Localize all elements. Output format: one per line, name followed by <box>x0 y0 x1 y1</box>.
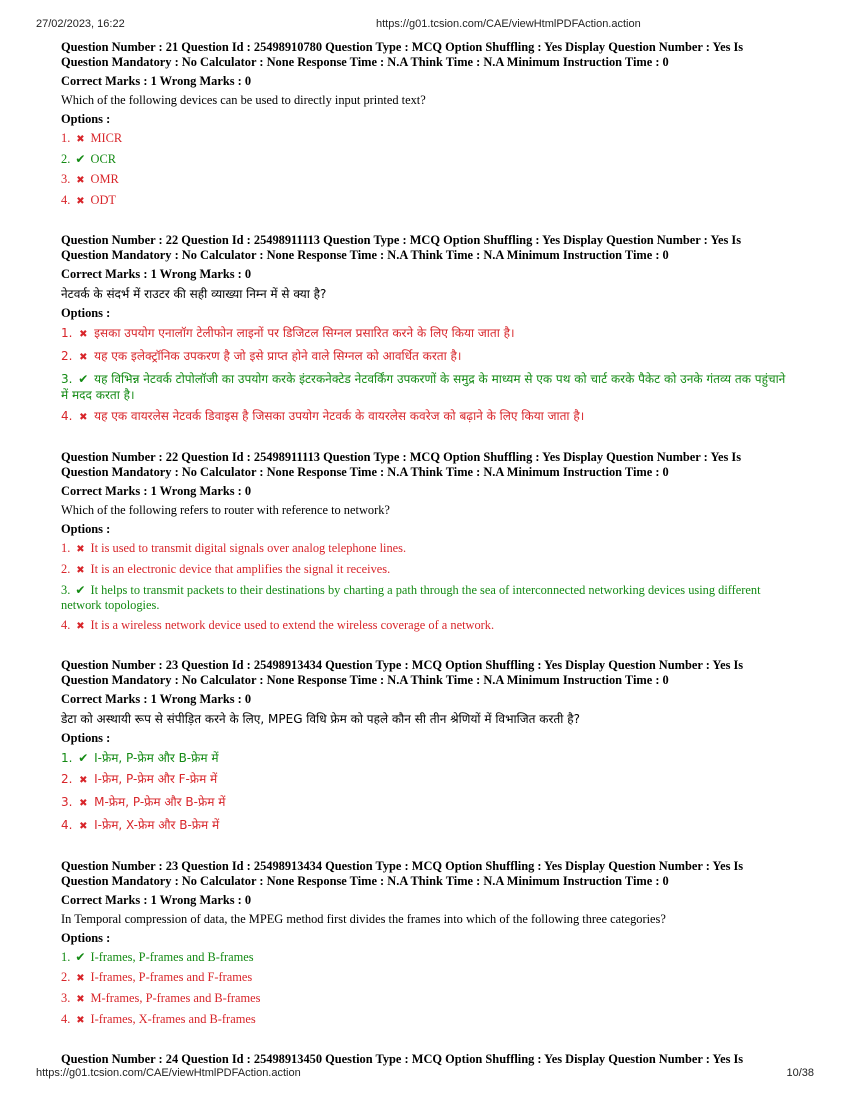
option-text: It is used to transmit digital signals over analog telephone lines. <box>90 541 407 555</box>
check-icon: ✔ <box>78 372 89 386</box>
option-item <box>61 750 791 766</box>
option-number: 1. <box>61 326 73 340</box>
check-icon: ✔ <box>75 950 86 964</box>
option-text: यह एक वायरलेस नेटवर्क डिवाइस है जिसका उपयोग नेटवर्क के वायरलेस कवरेज को बढ़ाने के लिए किया जाता है। <box>94 409 585 423</box>
cross-icon: ✖ <box>79 821 88 832</box>
options-label: Options : <box>61 931 111 945</box>
option-item <box>61 583 791 613</box>
option-item <box>61 794 791 812</box>
option-number: 2. <box>61 772 73 786</box>
option-text: इसका उपयोग एनालॉग टेलीफोन लाइनों पर डिजिटल सिग्नल प्रसारित करने के लिए किया जाता है। <box>94 326 515 340</box>
option-text: ODT <box>90 193 116 207</box>
options-label: Options : <box>61 112 111 126</box>
cross-icon: ✖ <box>79 352 88 363</box>
question-meta: Question Number : 23 Question Id : 25498913434 Question Type : MCQ Option Shuffling : Yes Display Question Number : Yes Is Question Mandatory : No Calculator : None Response Time : N.A Think Time : N.A Minimum Instruction Time : 0 <box>61 859 744 888</box>
option-number: 4. <box>61 1012 71 1026</box>
question-block <box>61 1052 791 1067</box>
question-text: Which of the following devices can be used to directly input printed text? <box>61 93 426 107</box>
option-item <box>61 771 791 789</box>
option-number: 2. <box>61 349 73 363</box>
option-item <box>61 991 791 1007</box>
print-datetime: 27/02/2023, 16:22 <box>36 18 125 30</box>
option-item <box>61 172 791 188</box>
option-item <box>61 1012 791 1028</box>
print-footer <box>36 1067 814 1081</box>
question-text: Which of the following refers to router with reference to network? <box>61 503 390 517</box>
option-text: MICR <box>90 131 123 145</box>
check-icon: ✔ <box>75 583 86 597</box>
page-number: 10/38 <box>786 1067 814 1079</box>
cross-icon: ✖ <box>76 175 85 186</box>
question-meta: Question Number : 23 Question Id : 25498913434 Question Type : MCQ Option Shuffling : Yes Display Question Number : Yes Is Question Mandatory : No Calculator : None Response Time : N.A Think Time : N.A Minimum Instruction Time : 0 <box>61 658 744 687</box>
options-list <box>61 325 791 426</box>
options-label: Options : <box>61 522 111 536</box>
option-item <box>61 618 791 634</box>
option-text: M-फ्रेम, P-फ्रेम और B-फ्रेम में <box>94 795 226 809</box>
question-marks: Correct Marks : 1 Wrong Marks : 0 <box>61 692 252 706</box>
option-text: I-फ्रेम, P-फ्रेम और F-फ्रेम में <box>94 772 218 786</box>
question-block <box>61 40 791 209</box>
option-number: 4. <box>61 409 73 423</box>
print-url: https://g01.tcsion.com/CAE/viewHtmlPDFAction.action <box>376 18 641 30</box>
question-meta: Question Number : 22 Question Id : 25498911113 Question Type : MCQ Option Shuffling : Yes Display Question Number : Yes Is Question Mandatory : No Calculator : None Response Time : N.A Think Time : N.A Minimum Instruction Time : 0 <box>61 233 742 262</box>
option-number: 1. <box>61 950 71 964</box>
option-text: It helps to transmit packets to their destinations by charting a path through the sea of interconnected networking devices using different network topologies. <box>61 583 761 612</box>
option-text: M-frames, P-frames and B-frames <box>90 991 261 1005</box>
cross-icon: ✖ <box>79 798 88 809</box>
cross-icon: ✖ <box>76 544 85 555</box>
check-icon: ✔ <box>78 751 89 765</box>
question-marks: Correct Marks : 1 Wrong Marks : 0 <box>61 484 252 498</box>
cross-icon: ✖ <box>79 329 88 340</box>
option-number: 1. <box>61 751 73 765</box>
option-text: यह एक इलेक्ट्रॉनिक उपकरण है जो इसे प्राप्त होने वाले सिग्नल को आवर्धित करता है। <box>94 349 462 363</box>
option-text: OMR <box>90 172 119 186</box>
option-item <box>61 348 791 366</box>
question-block <box>61 658 791 835</box>
cross-icon: ✖ <box>76 196 85 207</box>
option-number: 3. <box>61 991 71 1005</box>
option-text: I-frames, P-frames and F-frames <box>90 970 253 984</box>
option-text: I-frames, P-frames and B-frames <box>90 950 254 964</box>
cross-icon: ✖ <box>76 621 85 632</box>
question-meta: Question Number : 24 Question Id : 25498913450 Question Type : MCQ Option Shuffling : Yes Display Question Number : Yes Is <box>61 1052 744 1066</box>
option-item <box>61 371 791 403</box>
options-label: Options : <box>61 731 111 745</box>
cross-icon: ✖ <box>76 565 85 576</box>
option-item <box>61 193 791 209</box>
question-meta: Question Number : 21 Question Id : 25498910780 Question Type : MCQ Option Shuffling : Yes Display Question Number : Yes Is Question Mandatory : No Calculator : None Response Time : N.A Think Time : N.A Minimum Instruction Time : 0 <box>61 40 744 69</box>
options-list <box>61 541 791 634</box>
question-text: In Temporal compression of data, the MPEG method first divides the frames into which of the following three categories? <box>61 912 666 926</box>
option-number: 1. <box>61 131 71 145</box>
check-icon: ✔ <box>75 152 86 166</box>
option-item <box>61 541 791 557</box>
question-text: नेटवर्क के संदर्भ में राउटर की सही व्याख्या निम्न में से क्या है? <box>61 287 327 301</box>
option-text: It is an electronic device that amplifies the signal it receives. <box>90 562 391 576</box>
option-item <box>61 408 791 426</box>
question-block <box>61 450 791 634</box>
question-block <box>61 859 791 1028</box>
option-item <box>61 970 791 986</box>
option-text: I-frames, X-frames and B-frames <box>90 1012 256 1026</box>
cross-icon: ✖ <box>76 994 85 1005</box>
cross-icon: ✖ <box>76 973 85 984</box>
option-text: It is a wireless network device used to extend the wireless coverage of a network. <box>90 618 495 632</box>
option-item <box>61 131 791 147</box>
option-text: I-फ्रेम, P-फ्रेम और B-फ्रेम में <box>94 751 219 765</box>
cross-icon: ✖ <box>76 134 85 145</box>
option-number: 3. <box>61 172 71 186</box>
question-marks: Correct Marks : 1 Wrong Marks : 0 <box>61 893 252 907</box>
footer-url: https://g01.tcsion.com/CAE/viewHtmlPDFAction.action <box>36 1067 301 1079</box>
cross-icon: ✖ <box>76 1015 85 1026</box>
option-number: 2. <box>61 562 71 576</box>
option-item <box>61 152 791 167</box>
option-text: OCR <box>90 152 116 166</box>
option-text: यह विभिन्न नेटवर्क टोपोलॉजी का उपयोग करके इंटरकनेक्टेड नेटवर्किंग उपकरणों के समुद्र के माध्यम से एक पथ को चार्ट करके पैकेट को उनके गंतव्य तक पहुंचाने में मदद करता है। <box>61 372 786 402</box>
cross-icon: ✖ <box>79 775 88 786</box>
option-item <box>61 325 791 343</box>
question-marks: Correct Marks : 1 Wrong Marks : 0 <box>61 267 252 281</box>
options-list <box>61 750 791 835</box>
option-number: 1. <box>61 541 71 555</box>
option-item <box>61 950 791 965</box>
option-number: 4. <box>61 193 71 207</box>
option-number: 3. <box>61 795 73 809</box>
option-number: 4. <box>61 818 73 832</box>
option-number: 2. <box>61 970 71 984</box>
option-item <box>61 817 791 835</box>
option-number: 3. <box>61 583 71 597</box>
options-list <box>61 950 791 1028</box>
print-header <box>36 18 814 32</box>
question-text: डेटा को अस्थायी रूप से संपीड़ित करने के लिए, MPEG विधि फ्रेम को पहले कौन सी तीन श्रेणियों में विभाजित करती है? <box>61 712 580 726</box>
options-label: Options : <box>61 306 111 320</box>
option-item <box>61 562 791 578</box>
question-marks: Correct Marks : 1 Wrong Marks : 0 <box>61 74 252 88</box>
option-number: 3. <box>61 372 73 386</box>
option-number: 2. <box>61 152 71 166</box>
option-number: 4. <box>61 618 71 632</box>
question-block <box>61 233 791 426</box>
question-list <box>61 40 791 1067</box>
cross-icon: ✖ <box>79 412 88 423</box>
options-list <box>61 131 791 209</box>
option-text: I-फ्रेम, X-फ्रेम और B-फ्रेम में <box>94 818 220 832</box>
question-meta: Question Number : 22 Question Id : 25498911113 Question Type : MCQ Option Shuffling : Yes Display Question Number : Yes Is Question Mandatory : No Calculator : None Response Time : N.A Think Time : N.A Minimum Instruction Time : 0 <box>61 450 742 479</box>
